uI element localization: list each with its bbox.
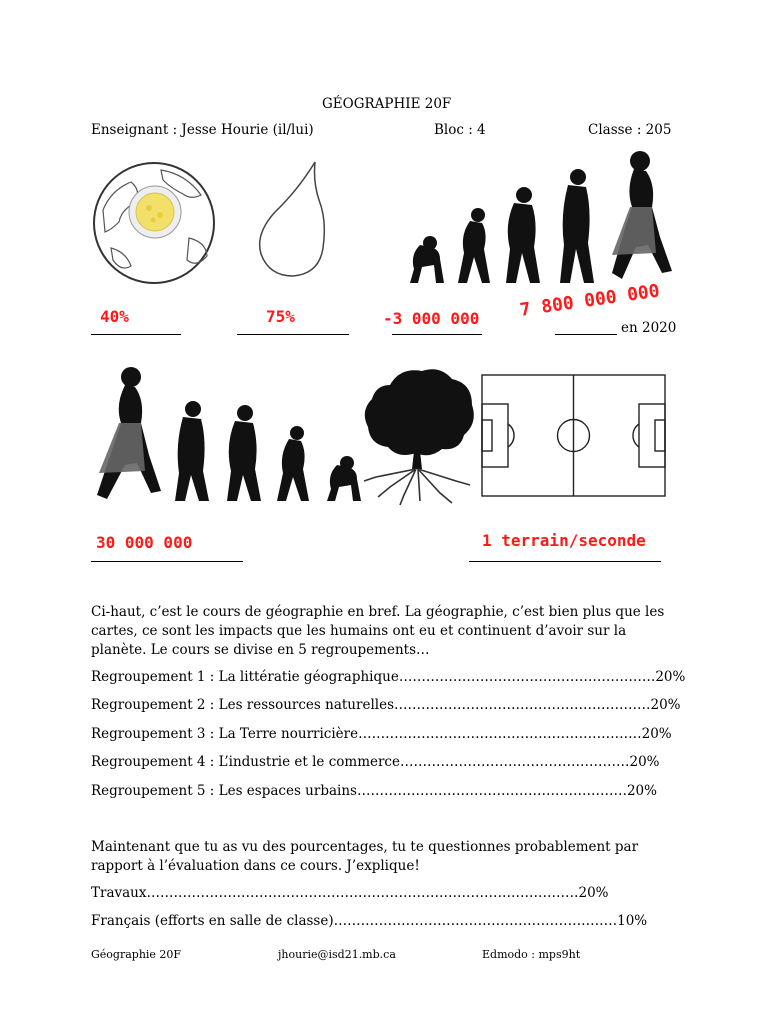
- list-item: Regroupement 2 : Les ressources naturelles…………………………………………………20%: [91, 697, 681, 713]
- reverse-evolution-icon: [85, 365, 375, 505]
- fact-value: 30 000 000: [96, 533, 193, 552]
- teacher-name: Enseignant : Jesse Hourie (il/lui): [91, 122, 314, 138]
- bloc-label: Bloc : 4: [434, 122, 486, 138]
- list-item: Français (efforts en salle de classe)………………………………………………………10%: [91, 913, 648, 929]
- fact-value: 40%: [100, 307, 129, 326]
- water-drop-icon: [253, 160, 333, 280]
- answer-line: [91, 561, 243, 562]
- fact-value: -3 000 000: [383, 309, 480, 328]
- page-title: GÉOGRAPHIE 20F: [322, 96, 452, 112]
- footer-email: jhourie@isd21.mb.ca: [278, 948, 396, 961]
- classe-label: Classe : 205: [588, 122, 672, 138]
- intro-paragraph: Ci-haut, c’est le cours de géographie en bref. La géographie, c’est bien plus que les cartes, ce sont les impacts que les humains ont eu et continuent d’avoir sur la planète. Le cours se divise en 5 regroupements…: [91, 604, 665, 658]
- evaluation-intro: Maintenant que tu as vu des pourcentages, tu te questionnes probablement par rapport à l’évaluation dans ce cours. J’explique!: [91, 839, 639, 874]
- footer-edmodo: Edmodo : mps9ht: [482, 948, 581, 961]
- list-item: Regroupement 5 : Les espaces urbains……………………………………………………20%: [91, 783, 657, 799]
- fact-suffix: en 2020: [621, 320, 677, 336]
- answer-line: [392, 334, 482, 335]
- fact-value: 7 800 000 000: [518, 280, 661, 321]
- list-item: Regroupement 4 : L’industrie et le commerce……………………………………………20%: [91, 754, 660, 770]
- answer-line: [91, 334, 181, 335]
- answer-line: [237, 334, 349, 335]
- soccer-field-icon: [481, 374, 666, 497]
- answer-line: [555, 334, 617, 335]
- list-item: Regroupement 1 : La littératie géographique…………………………………………………20%: [91, 669, 686, 685]
- fact-value: 1 terrain/seconde: [482, 531, 646, 550]
- footer-course: Géographie 20F: [91, 948, 182, 961]
- human-evolution-icon: [400, 145, 690, 285]
- answer-line: [469, 561, 661, 562]
- list-item: Regroupement 3 : La Terre nourricière………………………………………………………20%: [91, 726, 672, 742]
- tree-icon: [360, 365, 478, 507]
- earth-plate-icon: [91, 160, 217, 286]
- fact-value: 75%: [266, 307, 295, 326]
- list-item: Travaux……………………………………………………………………………………20%: [91, 885, 609, 901]
